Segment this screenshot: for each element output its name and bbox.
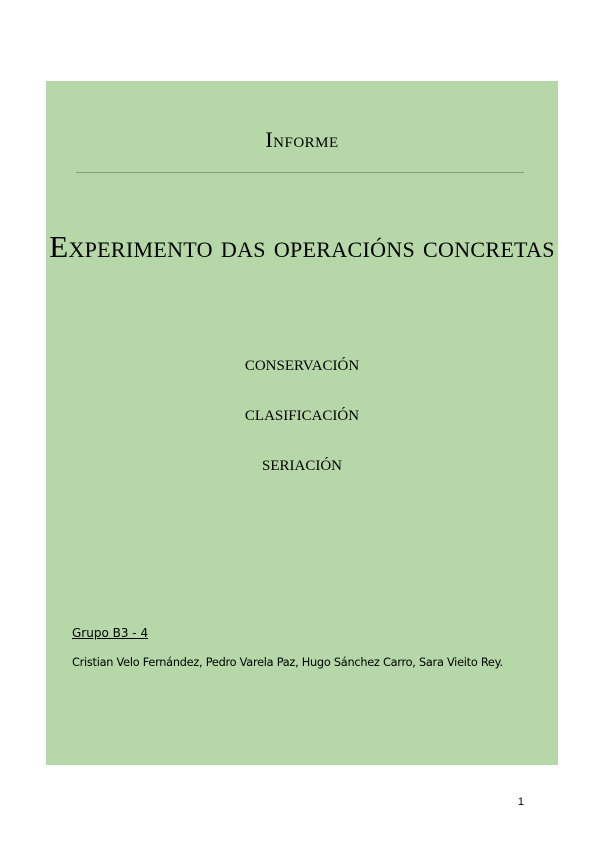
author-list: Cristian Velo Fernández, Pedro Varela Paz, Hugo Sánchez Carro, Sara Vieito Rey. <box>72 656 503 669</box>
title-divider <box>76 172 524 173</box>
topic-conservation: conservación <box>244 351 360 375</box>
group-label: Grupo B3 - 4 <box>72 626 149 640</box>
cover-panel <box>46 81 558 765</box>
document-title: Experimento das operacións concretas <box>49 229 555 264</box>
topic-classification: clasificación <box>244 401 360 425</box>
page-number: 1 <box>517 796 524 808</box>
report-label: Informe <box>265 127 339 152</box>
topic-seriation: seriación <box>261 451 342 475</box>
